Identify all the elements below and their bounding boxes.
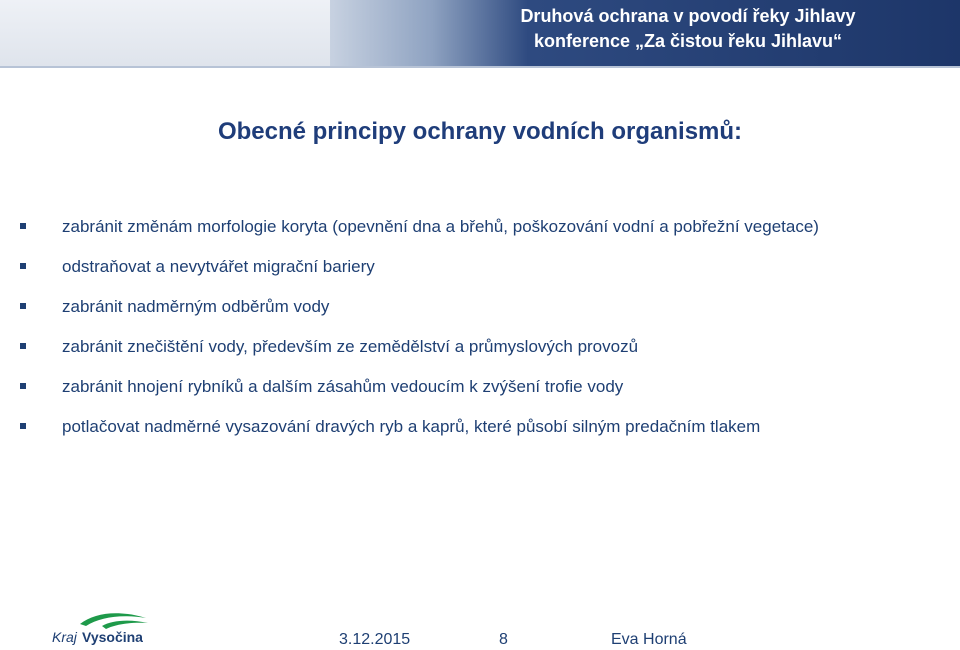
square-bullet-icon [20, 383, 26, 389]
bullet-list [20, 214, 950, 454]
bullet-text: zabránit znečištění vody, především ze zemědělství a průmyslových provozů [62, 337, 639, 356]
bullet-item [20, 414, 950, 439]
bullet-text: zabránit hnojení rybníků a dalším zásahům vedoucím k zvýšení trofie vody [62, 377, 624, 396]
bullet-item [20, 294, 950, 319]
square-bullet-icon [20, 423, 26, 429]
bullet-text: zabránit změnám morfologie koryta (opevnění dna a břehů, poškozování vodní a pobřežní vegetace) [62, 217, 819, 236]
square-bullet-icon [20, 263, 26, 269]
logo-text-kraj: Kraj [52, 629, 77, 645]
header-title [428, 4, 948, 54]
square-bullet-icon [20, 343, 26, 349]
header-title-line2: konference „Za čistou řeku Jihlavu“ [533, 31, 843, 51]
footer-author: Eva Horná [611, 631, 687, 648]
logo-swoosh-lower [102, 621, 148, 629]
bullet-item [20, 214, 950, 239]
kraj-vysocina-logo [50, 610, 170, 646]
footer-page-number: 8 [499, 631, 508, 648]
footer-date: 3.12.2015 [339, 631, 411, 648]
square-bullet-icon [20, 303, 26, 309]
bullet-item [20, 374, 950, 399]
header-left-panel [0, 0, 330, 66]
bullet-item [20, 254, 950, 279]
bullet-item [20, 334, 950, 359]
slide-heading: Obecné principy ochrany vodních organismů: [217, 118, 743, 145]
bullet-text: odstraňovat a nevytvářet migrační bariery [62, 257, 375, 276]
bullet-text: zabránit nadměrným odběrům vody [62, 297, 330, 316]
bullet-text: potlačovat nadměrné vysazování dravých ryb a kaprů, které působí silným predačním tlakem [62, 417, 761, 436]
square-bullet-icon [20, 223, 26, 229]
header-divider [0, 66, 960, 68]
header-title-line1: Druhová ochrana v povodí řeky Jihlavy [520, 6, 856, 26]
logo-text-vysocina: Vysočina [82, 629, 143, 645]
